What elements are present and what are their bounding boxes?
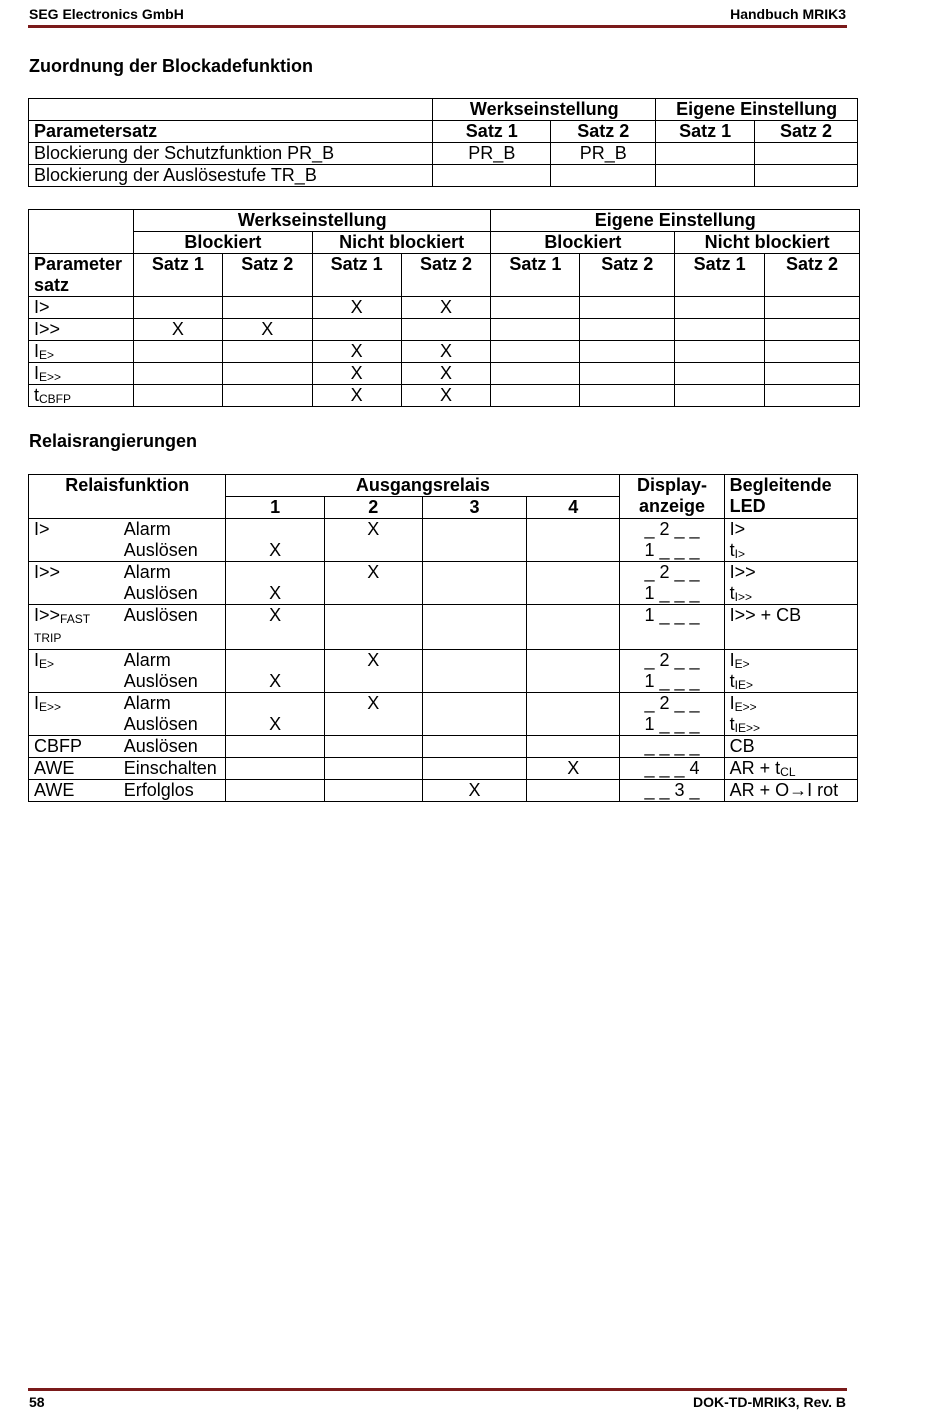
row-label: $I_{E>>}$ xyxy=(29,693,119,736)
row-label: AWE xyxy=(29,780,119,802)
cell-value xyxy=(551,165,656,187)
header-nicht-blockiert: Nicht blockiert xyxy=(312,232,491,254)
cell-value: X xyxy=(133,319,222,341)
header-satz1: Satz 1 xyxy=(656,121,755,143)
cell-value xyxy=(312,319,401,341)
header-led: Begleitende LED xyxy=(724,475,857,519)
cell-value xyxy=(401,319,491,341)
footer-rule xyxy=(28,1388,847,1391)
header-displayanzeige: Display- anzeige xyxy=(620,475,724,519)
cell-value: X xyxy=(222,319,312,341)
row-label: $I_{E>}$ xyxy=(29,341,134,363)
section-title-blockade: Zuordnung der Blockadefunktion xyxy=(29,56,313,76)
cell-led: I>> $t_{I>>}$ xyxy=(724,562,857,605)
table-row xyxy=(29,341,860,363)
table-row xyxy=(29,297,860,319)
header-satz2: Satz 2 xyxy=(755,121,858,143)
footer-doc: DOK-TD-MRIK3, Rev. B xyxy=(693,1394,846,1410)
header-satz1: Satz 1 xyxy=(433,121,551,143)
cell-value: X xyxy=(401,385,491,407)
cell-relay-1: X xyxy=(226,650,324,693)
cell-led: $I_{E>>}$ $t_{IE>>}$ xyxy=(724,693,857,736)
table-row xyxy=(29,165,858,187)
cell-relay-2: X xyxy=(324,519,422,562)
cell-value xyxy=(222,341,312,363)
row-label: I>> xyxy=(29,319,134,341)
cell-value xyxy=(222,297,312,319)
cell-display: 1 _ _ _ xyxy=(620,605,724,650)
header-relay-3: 3 xyxy=(422,497,526,519)
header-relay-4: 4 xyxy=(527,497,620,519)
table-row xyxy=(29,319,860,341)
cell-relay-3: X xyxy=(422,780,526,802)
footer-page: 58 xyxy=(29,1394,45,1410)
cell-value xyxy=(222,363,312,385)
cell-display: _ _ _ _ xyxy=(620,736,724,758)
cell-value: X xyxy=(312,363,401,385)
section-title-relais: Relaisrangierungen xyxy=(29,431,198,451)
cell-relay-2: X xyxy=(324,562,422,605)
row-label: $I_{E>}$ xyxy=(29,650,119,693)
header-satz2: Satz 2 xyxy=(551,121,656,143)
cell-led: I> $t_{I>}$ xyxy=(724,519,857,562)
table-row xyxy=(29,519,858,562)
header-parametersatz: Parametersatz xyxy=(29,121,433,143)
cell-value xyxy=(133,385,222,407)
header-relaisfunktion: Relaisfunktion xyxy=(29,475,226,519)
table-row xyxy=(29,143,858,165)
table-row xyxy=(29,363,860,385)
header-werkseinstellung: Werkseinstellung xyxy=(133,210,491,232)
cell-display: _ _ 3 _ xyxy=(620,780,724,802)
cell-relay-1: X xyxy=(226,605,324,650)
row-label: AWE xyxy=(29,758,119,780)
header-satz2: Satz 2 xyxy=(765,254,860,297)
row-func: Erfolglos xyxy=(119,780,226,802)
cell-value xyxy=(222,385,312,407)
row-label: $I_{E>>}$ xyxy=(29,363,134,385)
header-relay-1: 1 xyxy=(226,497,324,519)
row-func: Alarm Auslösen xyxy=(119,693,226,736)
cell-value xyxy=(133,297,222,319)
row-label: $I>>_{FAST}$ TRIP xyxy=(29,605,119,650)
cell-relay-4: X xyxy=(527,758,620,780)
header-satz1: Satz 1 xyxy=(133,254,222,297)
header-satz2: Satz 2 xyxy=(401,254,491,297)
cell-led: AR + O→I rot xyxy=(724,780,857,802)
header-relay-2: 2 xyxy=(324,497,422,519)
cell-led: CB xyxy=(724,736,857,758)
header-satz2: Satz 2 xyxy=(222,254,312,297)
row-label: CBFP xyxy=(29,736,119,758)
cell-value: PR_B xyxy=(551,143,656,165)
cell-value: X xyxy=(312,297,401,319)
row-func: Alarm Auslösen xyxy=(119,562,226,605)
cell-relay-1: X xyxy=(226,519,324,562)
cell-value: X xyxy=(401,341,491,363)
cell-value xyxy=(433,165,551,187)
cell-display: _ _ _ 4 xyxy=(620,758,724,780)
table-row xyxy=(29,562,858,605)
header-blockiert: Blockiert xyxy=(133,232,312,254)
cell-led: $I_{E>}$ $t_{IE>}$ xyxy=(724,650,857,693)
cell-relay-1: X xyxy=(226,562,324,605)
row-func: Alarm Auslösen xyxy=(119,519,226,562)
header-satz2: Satz 2 xyxy=(580,254,675,297)
header-werkseinstellung: Werkseinstellung xyxy=(433,99,656,121)
table-row xyxy=(29,650,858,693)
cell-relay-1: X xyxy=(226,693,324,736)
header-satz1: Satz 1 xyxy=(312,254,401,297)
row-label: I>> xyxy=(29,562,119,605)
cell-display: _ 2 _ _ 1 _ _ _ xyxy=(620,519,724,562)
row-func: Einschalten xyxy=(119,758,226,780)
cell-value xyxy=(133,363,222,385)
row-func: Auslösen xyxy=(119,736,226,758)
table-row xyxy=(29,758,858,780)
cell-display: _ 2 _ _ 1 _ _ _ xyxy=(620,693,724,736)
header-blockiert: Blockiert xyxy=(491,232,675,254)
cell-value: X xyxy=(401,297,491,319)
cell-display: _ 2 _ _ 1 _ _ _ xyxy=(620,562,724,605)
header-ausgangsrelais: Ausgangsrelais xyxy=(226,475,620,497)
header-satz1: Satz 1 xyxy=(491,254,580,297)
row-label: $t_{CBFP}$ xyxy=(29,385,134,407)
table-row xyxy=(29,736,858,758)
relais-table xyxy=(28,474,858,802)
header-eigene-einstellung: Eigene Einstellung xyxy=(491,210,860,232)
header-satz1: Satz 1 xyxy=(675,254,765,297)
row-label: Blockierung der Auslösestufe TR_B xyxy=(29,165,433,187)
row-label: I> xyxy=(29,519,119,562)
row-func: Alarm Auslösen xyxy=(119,650,226,693)
cell-value xyxy=(133,341,222,363)
cell-value: PR_B xyxy=(433,143,551,165)
table-row xyxy=(29,693,858,736)
cell-relay-2: X xyxy=(324,650,422,693)
header-manual: Handbuch MRIK3 xyxy=(730,6,846,22)
row-label: I> xyxy=(29,297,134,319)
header-company: SEG Electronics GmbH xyxy=(29,6,184,22)
header-nicht-blockiert: Nicht blockiert xyxy=(675,232,860,254)
cell-led: AR + $t_{CL}$ xyxy=(724,758,857,780)
row-func: Auslösen xyxy=(119,605,226,650)
table-row xyxy=(29,605,858,650)
cell-value: X xyxy=(312,341,401,363)
cell-value: X xyxy=(401,363,491,385)
table-row xyxy=(29,780,858,802)
parameter-table xyxy=(28,209,860,407)
header-eigene-einstellung: Eigene Einstellung xyxy=(656,99,858,121)
cell-led: I>> + CB xyxy=(724,605,857,650)
header-parametersatz: Parameter satz xyxy=(29,254,134,297)
table-row xyxy=(29,385,860,407)
row-label: Blockierung der Schutzfunktion PR_B xyxy=(29,143,433,165)
cell-value: X xyxy=(312,385,401,407)
cell-display: _ 2 _ _ 1 _ _ _ xyxy=(620,650,724,693)
header-rule xyxy=(28,25,847,28)
blockade-table xyxy=(28,98,858,187)
cell-relay-2: X xyxy=(324,693,422,736)
